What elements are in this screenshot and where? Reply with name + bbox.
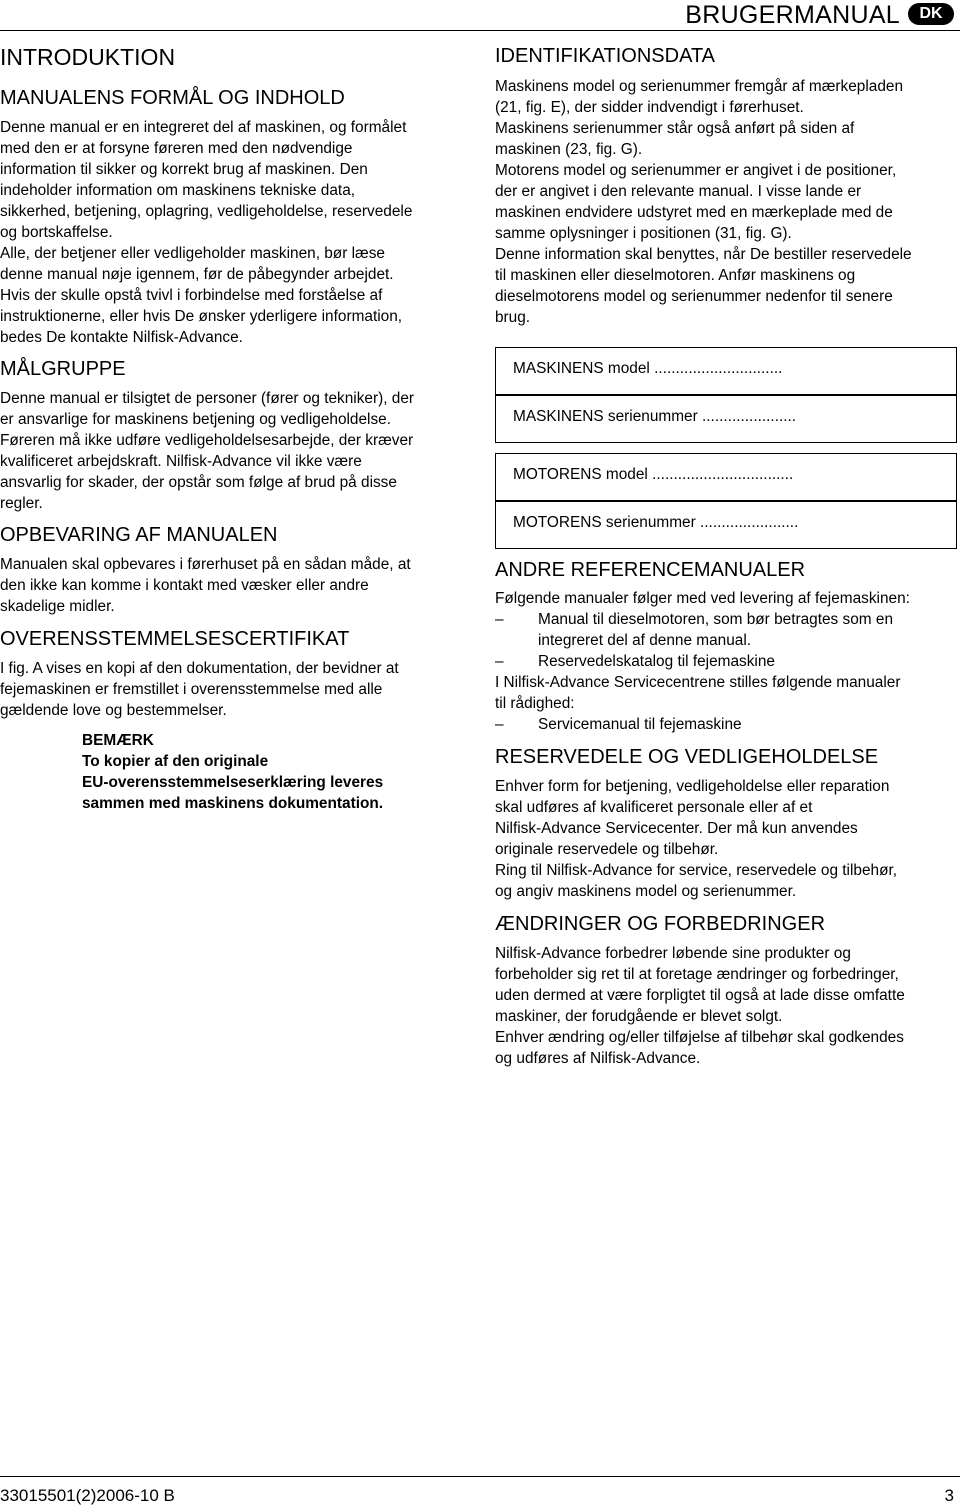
text-line: maskinen (23, fig. G). xyxy=(495,141,643,158)
field-label: MOTORENS serienummer ....................... xyxy=(513,514,799,531)
text-line: Enhver ændring og/eller tilføjelse af tilbehør skal godkendes xyxy=(495,1029,904,1046)
text-line: uden dermed at være forpligtet til også at lade disse omfatte xyxy=(495,987,905,1004)
machine-serial-field[interactable] xyxy=(495,395,957,443)
engine-model-field[interactable] xyxy=(495,453,957,501)
changes-text xyxy=(495,943,905,1069)
text-line: (21, fig. E), der sidder indvendigt i førerhuset. xyxy=(495,99,804,116)
changes-heading: ÆNDRINGER OG FORBEDRINGER xyxy=(495,913,826,935)
dash-bullet: – xyxy=(495,716,504,733)
references-heading: ANDRE REFERENCEMANUALER xyxy=(495,559,806,581)
text-line: Nilfisk-Advance Servicecenter. Der må kun anvendes xyxy=(495,820,858,837)
text-line: brug. xyxy=(495,309,531,326)
note-label: BEMÆRK xyxy=(82,732,154,749)
text-line: skal udføres af kvalificeret personale eller af et xyxy=(495,799,813,816)
field-label: MOTORENS model ................................. xyxy=(513,466,794,483)
text-line: maskiner, der forudgående er blevet solgt. xyxy=(495,1008,783,1025)
reference-item xyxy=(495,609,957,651)
text-line: information til sikker og korrekt brug af maskinen. Den xyxy=(0,161,368,178)
text-line: og udføres af Nilfisk-Advance. xyxy=(495,1050,701,1067)
manual-title: BRUGERMANUAL xyxy=(685,1,900,29)
note-box xyxy=(82,730,383,814)
text-line: skadelige midler. xyxy=(0,598,115,615)
field-label: MASKINENS model .............................. xyxy=(513,360,783,377)
text-line: dieselmotorens model og serienummer nedenfor til senere xyxy=(495,288,893,305)
intro-title: INTRODUKTION xyxy=(0,44,176,70)
text-line: bedes De kontakte Nilfisk-Advance. xyxy=(0,329,243,346)
document-code: 33015501(2)2006-10 B xyxy=(0,1486,175,1505)
references-middle xyxy=(495,672,900,714)
reference-item xyxy=(495,714,957,735)
text-line: ansvarlig for skader, der opstår som følge af brud på disse xyxy=(0,474,397,491)
text-line: til rådighed: xyxy=(495,695,575,712)
conformity-heading: OVERENSSTEMMELSESCERTIFIKAT xyxy=(0,628,350,650)
text-line: sikkerhed, betjening, oplagring, vedligeholdelse, reservedele xyxy=(0,203,413,220)
text-line: regler. xyxy=(0,495,43,512)
header-rule xyxy=(0,30,960,31)
text-line: samme oplysninger i positionen (31, fig. G). xyxy=(495,225,792,242)
text-line: I Nilfisk-Advance Servicecentrene stilles følgende manualer xyxy=(495,674,901,691)
reference-item xyxy=(495,651,957,672)
text-line: Servicemanual til fejemaskine xyxy=(538,716,742,733)
note-line: sammen med maskinens dokumentation. xyxy=(82,795,384,812)
text-line: integreret del af denne manual. xyxy=(538,632,752,649)
dash-bullet: – xyxy=(495,611,504,628)
spare-parts-heading: RESERVEDELE OG VEDLIGEHOLDELSE xyxy=(495,746,879,768)
note-line: To kopier af den originale xyxy=(82,753,269,770)
text-line: og bortskaffelse. xyxy=(0,224,113,241)
text-line: den ikke kan komme i kontakt med væsker eller andre xyxy=(0,577,369,594)
text-line: Denne information skal benyttes, når De bestiller reservedele xyxy=(495,246,912,263)
references-intro xyxy=(495,588,910,609)
footer-rule xyxy=(0,1476,960,1477)
purpose-text xyxy=(0,117,412,348)
text-line: Nilfisk-Advance forbedrer løbende sine produkter og xyxy=(495,945,851,962)
text-line: Manualen skal opbevares i førerhuset på en sådan måde, at xyxy=(0,556,411,573)
text-line: til maskinen eller dieselmotoren. Anfør maskinens og xyxy=(495,267,856,284)
note-line: EU-overensstemmelseserklæring leveres xyxy=(82,774,384,791)
dash-bullet: – xyxy=(495,653,504,670)
text-line: originale reservedele og tilbehør. xyxy=(495,841,719,858)
text-line: Maskinens model og serienummer fremgår af mærkepladen xyxy=(495,78,904,95)
text-line: denne manual nøje igennem, før de påbegynder arbejdet. xyxy=(0,266,394,283)
text-line: kvalificeret arbejdskraft. Nilfisk-Advance vil ikke være xyxy=(0,453,362,470)
text-line: I fig. A vises en kopi af den dokumentation, der bevidner at xyxy=(0,660,399,677)
target-heading: MÅLGRUPPE xyxy=(0,358,126,380)
text-line: Motorens model og serienummer er angivet i de positioner, xyxy=(495,162,897,179)
engine-serial-field[interactable] xyxy=(495,501,957,549)
purpose-heading: MANUALENS FORMÅL OG INDHOLD xyxy=(0,87,345,109)
text-line: Denne manual er tilsigtet de personer (fører og tekniker), der xyxy=(0,390,415,407)
identification-text xyxy=(495,76,912,328)
text-line: forbeholder sig ret til at foretage ændringer og forbedringer, xyxy=(495,966,899,983)
text-line: Alle, der betjener eller vedligeholder maskinen, bør læse xyxy=(0,245,385,262)
text-line: fejemaskinen er fremstillet i overensstemmelse med alle xyxy=(0,681,383,698)
field-label: MASKINENS serienummer ...................... xyxy=(513,408,797,425)
text-line: Maskinens serienummer står også anført på siden af xyxy=(495,120,855,137)
text-line: Føreren må ikke udføre vedligeholdelsesarbejde, der kræver xyxy=(0,432,414,449)
target-text xyxy=(0,388,414,514)
machine-model-field[interactable] xyxy=(495,347,957,395)
text-line: Manual til dieselmotoren, som bør betragtes som en xyxy=(538,611,893,628)
text-line: Følgende manualer følger med ved levering af fejemaskinen: xyxy=(495,590,910,607)
text-line: instruktionerne, eller hvis De ønsker yderligere information, xyxy=(0,308,403,325)
text-line: Enhver form for betjening, vedligeholdelse eller reparation xyxy=(495,778,890,795)
text-line: gældende love og bestemmelser. xyxy=(0,702,227,719)
text-line: indeholder information om maskinens tekniske data, xyxy=(0,182,356,199)
page-number: 3 xyxy=(944,1486,954,1505)
text-line: Denne manual er en integreret del af maskinen, og formålet xyxy=(0,119,407,136)
text-line: Hvis der skulle opstå tvivl i forbindelse med forståelse af xyxy=(0,287,383,304)
text-line: der er angivet i den relevante manual. I visse lande er xyxy=(495,183,862,200)
text-line: er ansvarlige for maskinens betjening og vedligeholdelse. xyxy=(0,411,391,428)
storage-heading: OPBEVARING AF MANUALEN xyxy=(0,524,278,546)
storage-text xyxy=(0,554,411,617)
spare-parts-text xyxy=(495,776,897,902)
text-line: maskinen endvidere udstyret med en mærkeplade med de xyxy=(495,204,893,221)
conformity-text xyxy=(0,658,399,721)
language-badge: DK xyxy=(908,3,954,25)
text-line: Ring til Nilfisk-Advance for service, reservedele og tilbehør, xyxy=(495,862,898,879)
text-line: og angiv maskinens model og serienummer. xyxy=(495,883,797,900)
identification-heading: IDENTIFIKATIONSDATA xyxy=(495,45,716,67)
text-line: Reservedelskatalog til fejemaskine xyxy=(538,653,775,670)
text-line: med den er at forsyne føreren med den nødvendige xyxy=(0,140,353,157)
